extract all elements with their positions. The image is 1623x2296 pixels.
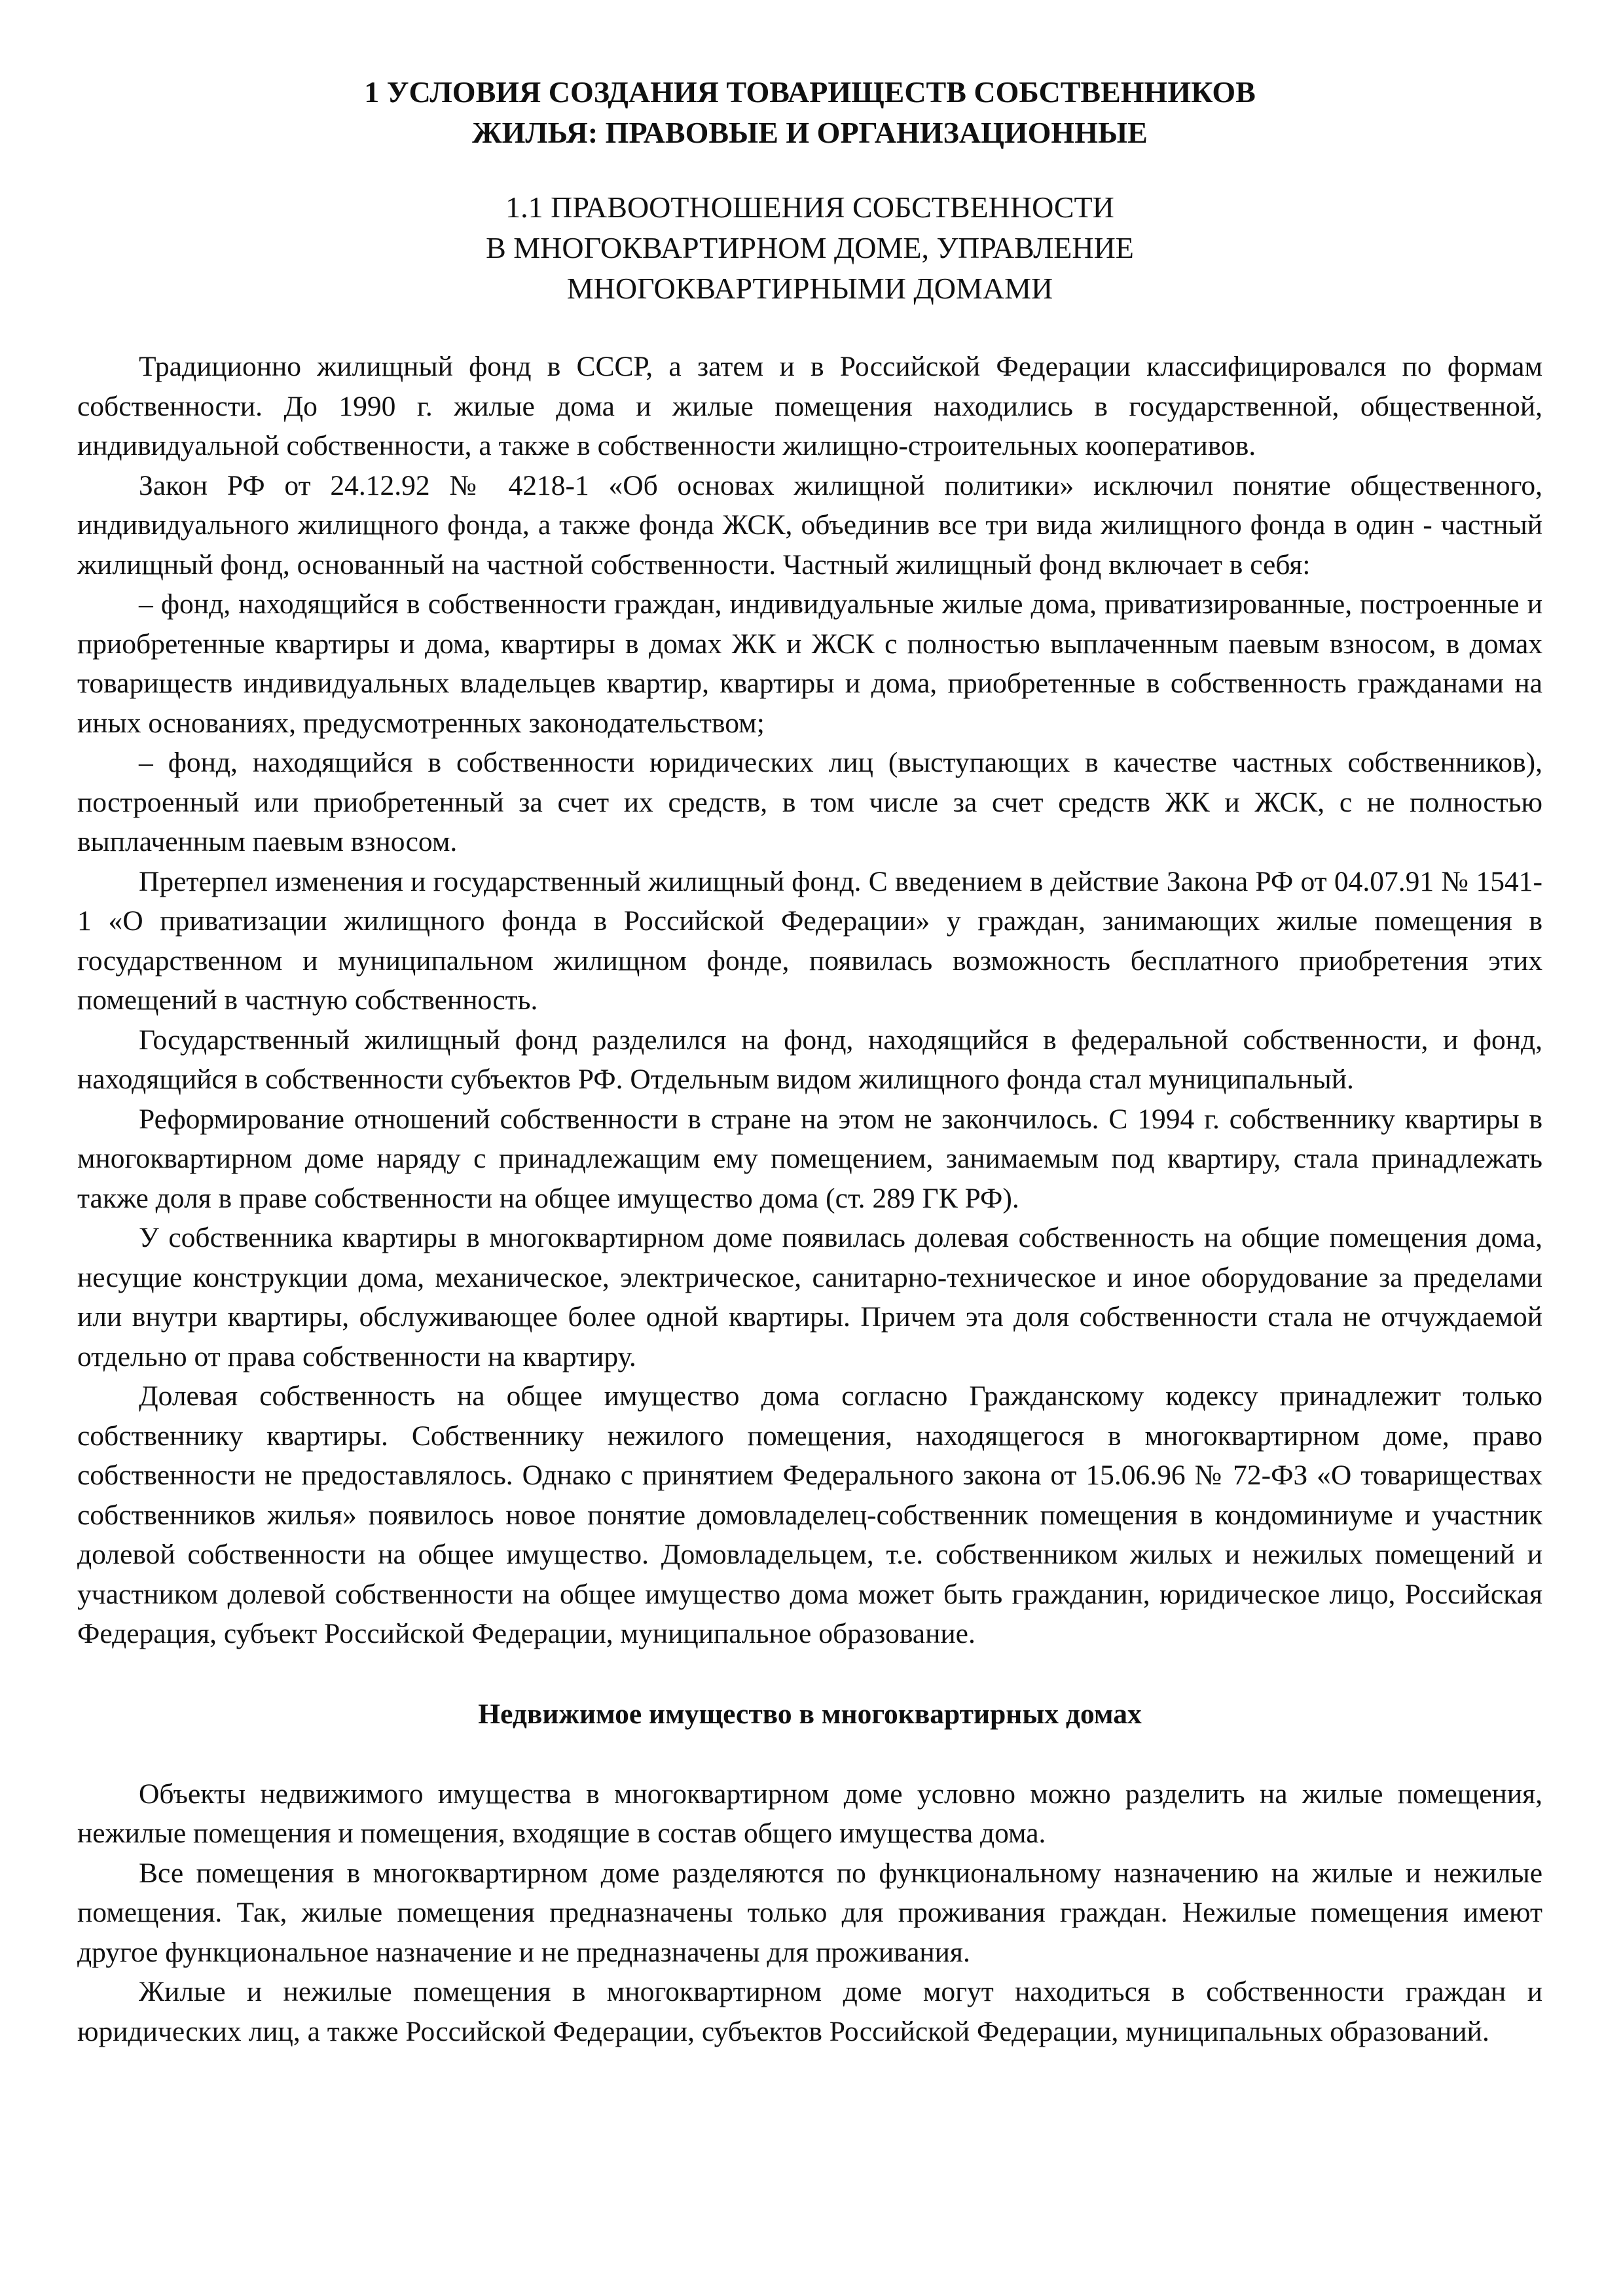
section-title-line-1: 1.1 ПРАВООТНОШЕНИЯ СОБСТВЕННОСТИ <box>505 190 1114 224</box>
subsection-body <box>77 1774 1542 2052</box>
list-item: – фонд, находящийся в собственности граждан, индивидуальные жилые дома, приватизированные, построенные и приобретенные квартиры и дома, квартиры в домах ЖК и ЖСК с полностью выплаченным паевым взносом, в домах товариществ индивидуальных владельцев квартир, квартиры и дома, приобретенные в собственность гражданами на иных основаниях, предусмотренных законодательством; <box>77 588 1542 739</box>
paragraph: Претерпел изменения и государственный жилищный фонд. С введением в действие Закона РФ от 04.07.91 № 1541-1 «О приватизации жилищного фонда в Российской Федерации» у граждан, занимающих жилые помещения в государственном и муниципальном жилищном фонде, появилась возможность бесплатного приобретения этих помещений в частную собственность. <box>77 865 1542 1016</box>
paragraph: Жилые и нежилые помещения в многоквартирном доме могут находиться в собственности граждан и юридических лиц, а также Российской Федерации, субъектов Российской Федерации, муниципальных образований. <box>77 1976 1542 2047</box>
document-page <box>77 72 1542 2051</box>
paragraph: Долевая собственность на общее имущество дома согласно Гражданскому кодексу принадлежит только собственнику квартиры. Собственнику нежилого помещения, находящегося в многоквартирном доме, право собственности не предоставлялось. Однако с принятием Федерального закона от 15.06.96 № 72-ФЗ «О товариществах собственников жилья» появилось новое понятие домовладелец-собственник помещения в кондоминиуме и участник долевой собственности на общее имущество. Домовладельцем, т.е. собственником жилых и нежилых помещений и участником долевой собственности на общее имущество дома может быть гражданин, юридическое лицо, Российская Федерация, субъект Российской Федерации, муниципальное образование. <box>77 1380 1542 1649</box>
subsection-heading: Недвижимое имущество в многоквартирных домах <box>478 1698 1142 1730</box>
paragraph: Государственный жилищный фонд разделился на фонд, находящийся в федеральной собственности, и фонд, находящийся в собственности субъектов РФ. Отдельным видом жилищного фонда стал муниципальный. <box>77 1024 1542 1095</box>
section-title-line-3: МНОГОКВАРТИРНЫМИ ДОМАМИ <box>566 272 1053 305</box>
paragraph: У собственника квартиры в многоквартирном доме появилась долевая собственность на общие помещения дома, несущие конструкции дома, механическое, электрическое, санитарно-техническое и иное оборудование за пределами или внутри квартиры, обслуживающее более одной квартиры. Причем эта доля собственности стала не отчуждаемой отдельно от права собственности на квартиру. <box>77 1222 1542 1372</box>
section-title <box>77 187 1542 309</box>
paragraph: Реформирование отношений собственности в стране на этом не закончилось. С 1994 г. собственнику квартиры в многоквартирном доме наряду с принадлежащим ему помещением, занимаемым под квартиру, стала принадлежать также доля в праве собственности на общее имущество дома (ст. 289 ГК РФ). <box>77 1103 1542 1214</box>
paragraph: Объекты недвижимого имущества в многоквартирном доме условно можно разделить на жилые помещения, нежилые помещения и помещения, входящие в состав общего имущества дома. <box>77 1778 1542 1849</box>
chapter-title <box>77 72 1542 153</box>
chapter-title-line-2: ЖИЛЬЯ: ПРАВОВЫЕ И ОРГАНИЗАЦИОННЫЕ <box>472 116 1148 149</box>
chapter-title-line-1: 1 УСЛОВИЯ СОЗДАНИЯ ТОВАРИЩЕСТВ СОБСТВЕННИКОВ <box>364 75 1256 109</box>
section-body <box>77 347 1542 1654</box>
paragraph: Все помещения в многоквартирном доме разделяются по функциональному назначению на жилые и нежилые помещения. Так, жилые помещения предназначены только для проживания граждан. Нежилые помещения имеют другое функциональное назначение и не предназначены для проживания. <box>77 1857 1542 1968</box>
paragraph: Традиционно жилищный фонд в СССР, а затем и в Российской Федерации классифицировался по формам собственности. До 1990 г. жилые дома и жилые помещения находились в государственной, общественной, индивидуальной собственности, а также в собственности жилищно-строительных кооперативов. <box>77 351 1542 461</box>
paragraph: Закон РФ от 24.12.92 № 4218-1 «Об основах жилищной политики» исключил понятие общественного, индивидуального жилищного фонда, а также фонда ЖСК, объединив все три вида жилищного фонда в один - частный жилищный фонд, основанный на частной собственности. Частный жилищный фонд включает в себя: <box>77 469 1542 581</box>
section-title-line-2: В МНОГОКВАРТИРНОМ ДОМЕ, УПРАВЛЕНИЕ <box>486 231 1134 264</box>
list-item: – фонд, находящийся в собственности юридических лиц (выступающих в качестве частных собственников), построенный или приобретенный за счет их средств, в том числе за счет средств ЖК и ЖСК, с не полностью выплаченным паевым взносом. <box>77 747 1542 857</box>
